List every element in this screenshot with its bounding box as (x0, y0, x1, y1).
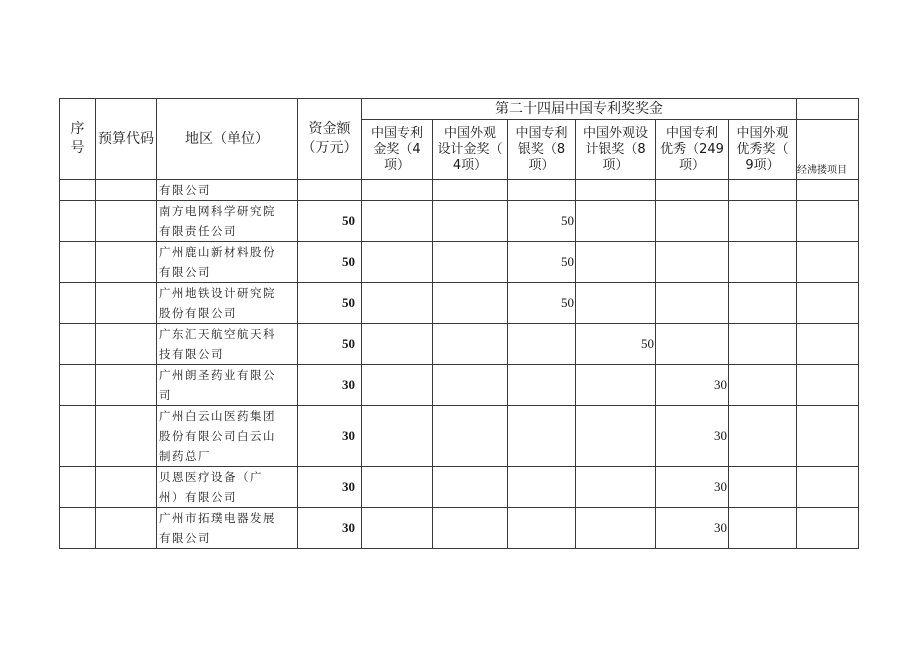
header-amount: 资金额 （万元） (298, 99, 362, 180)
header-region: 地区（单位） (157, 99, 298, 180)
award-value-cell (576, 180, 656, 201)
award-value-cell (362, 508, 433, 549)
award-value-cell (433, 242, 508, 283)
header-design-excellence: 中国外观 优秀奖（ 9项） (729, 120, 797, 180)
budget-code-cell (96, 365, 157, 406)
award-value-cell (576, 508, 656, 549)
table-row (60, 201, 859, 242)
award-value-cell (656, 324, 729, 365)
award-value-cell: 30 (656, 508, 729, 549)
budget-code-cell (96, 508, 157, 549)
award-value-cell (362, 324, 433, 365)
index-cell (60, 406, 96, 467)
index-cell (60, 201, 96, 242)
award-value-cell: 30 (656, 365, 729, 406)
award-value-cell (797, 406, 859, 467)
award-value-cell: 50 (508, 283, 576, 324)
header-patent-gold: 中国专利 金奖（4 项） (362, 120, 433, 180)
award-value-cell (433, 406, 508, 467)
table-row (60, 283, 859, 324)
award-value-cell (656, 201, 729, 242)
budget-code-cell (96, 201, 157, 242)
award-value-cell (729, 406, 797, 467)
header-award-group: 第二十四届中国专利奖奖金 (362, 99, 797, 120)
unit-cell: 贝恩医疗设备（广 州）有限公司 (157, 467, 298, 508)
index-cell (60, 180, 96, 201)
award-value-cell (576, 201, 656, 242)
header-empty-cell (797, 99, 859, 120)
index-cell (60, 365, 96, 406)
award-value-cell (576, 406, 656, 467)
award-value-cell: 30 (656, 406, 729, 467)
amount-cell: 30 (298, 365, 362, 406)
amount-cell: 50 (298, 324, 362, 365)
amount-cell: 50 (298, 242, 362, 283)
award-value-cell (433, 508, 508, 549)
unit-cell: 南方电网科学研究院 有限责任公司 (157, 201, 298, 242)
award-value-cell (508, 324, 576, 365)
table-row (60, 180, 859, 201)
budget-code-cell (96, 324, 157, 365)
table-row (60, 365, 859, 406)
award-value-cell (508, 508, 576, 549)
unit-cell: 广州市拓璞电器发展 有限公司 (157, 508, 298, 549)
award-value-cell: 30 (656, 467, 729, 508)
unit-cell: 广州鹿山新材料股份 有限公司 (157, 242, 298, 283)
budget-code-cell (96, 283, 157, 324)
budget-code-cell (96, 242, 157, 283)
award-value-cell (729, 201, 797, 242)
table-row (60, 406, 859, 467)
unit-cell: 有限公司 (157, 180, 298, 201)
award-value-cell (362, 467, 433, 508)
award-value-cell (362, 283, 433, 324)
award-value-cell (797, 180, 859, 201)
award-value-cell (362, 242, 433, 283)
index-cell (60, 242, 96, 283)
index-cell (60, 283, 96, 324)
index-cell (60, 467, 96, 508)
index-cell (60, 324, 96, 365)
award-value-cell (656, 283, 729, 324)
award-value-cell (576, 242, 656, 283)
award-value-cell (797, 242, 859, 283)
award-value-cell (797, 467, 859, 508)
amount-cell: 30 (298, 467, 362, 508)
header-patent-excellence: 中国专利 优秀（249 项） (656, 120, 729, 180)
award-value-cell (576, 467, 656, 508)
amount-cell: 30 (298, 508, 362, 549)
unit-cell: 广州地铁设计研究院 股份有限公司 (157, 283, 298, 324)
award-value-cell: 50 (576, 324, 656, 365)
header-budget-code: 预算代码 (96, 99, 157, 180)
table-row (60, 508, 859, 549)
award-value-cell (508, 406, 576, 467)
award-value-cell (797, 201, 859, 242)
budget-code-cell (96, 467, 157, 508)
award-value-cell (508, 467, 576, 508)
budget-code-cell (96, 180, 157, 201)
award-value-cell (797, 324, 859, 365)
header-patent-silver: 中国专利 银奖（8 项） (508, 120, 576, 180)
award-value-cell (362, 406, 433, 467)
table-row (60, 324, 859, 365)
unit-cell: 广州白云山医药集团 股份有限公司白云山 制药总厂 (157, 406, 298, 467)
award-value-cell (729, 508, 797, 549)
award-funding-table (59, 98, 859, 549)
award-value-cell (433, 365, 508, 406)
award-value-cell (576, 283, 656, 324)
award-value-cell (797, 283, 859, 324)
award-value-cell (508, 180, 576, 201)
index-cell (60, 508, 96, 549)
award-value-cell (729, 324, 797, 365)
award-value-cell (797, 508, 859, 549)
award-value-cell (362, 365, 433, 406)
budget-code-cell (96, 406, 157, 467)
award-value-cell (433, 283, 508, 324)
unit-cell: 广州朗圣药业有限公 司 (157, 365, 298, 406)
table-row (60, 242, 859, 283)
award-value-cell (433, 180, 508, 201)
header-design-silver: 中国外观设 计银奖（8 项） (576, 120, 656, 180)
award-value-cell (433, 324, 508, 365)
table-row (60, 467, 859, 508)
award-value-cell (433, 467, 508, 508)
award-value-cell (576, 365, 656, 406)
award-value-cell (362, 201, 433, 242)
header-index: 序 号 (60, 99, 96, 180)
award-value-cell (729, 283, 797, 324)
award-value-cell (729, 365, 797, 406)
award-value-cell (433, 201, 508, 242)
award-value-cell (797, 365, 859, 406)
award-value-cell (729, 180, 797, 201)
award-value-cell (729, 467, 797, 508)
amount-cell: 50 (298, 283, 362, 324)
award-value-cell: 50 (508, 201, 576, 242)
award-value-cell (362, 180, 433, 201)
unit-cell: 广东汇天航空航天科 技有限公司 (157, 324, 298, 365)
award-value-cell (656, 180, 729, 201)
amount-cell: 30 (298, 406, 362, 467)
header-last-column: 经沸搂项目 (797, 120, 859, 180)
award-value-cell (656, 242, 729, 283)
award-value-cell (508, 365, 576, 406)
award-value-cell (729, 242, 797, 283)
header-design-gold: 中国外观 设计金奖（ 4项） (433, 120, 508, 180)
amount-cell: 50 (298, 201, 362, 242)
amount-cell (298, 180, 362, 201)
award-value-cell: 50 (508, 242, 576, 283)
